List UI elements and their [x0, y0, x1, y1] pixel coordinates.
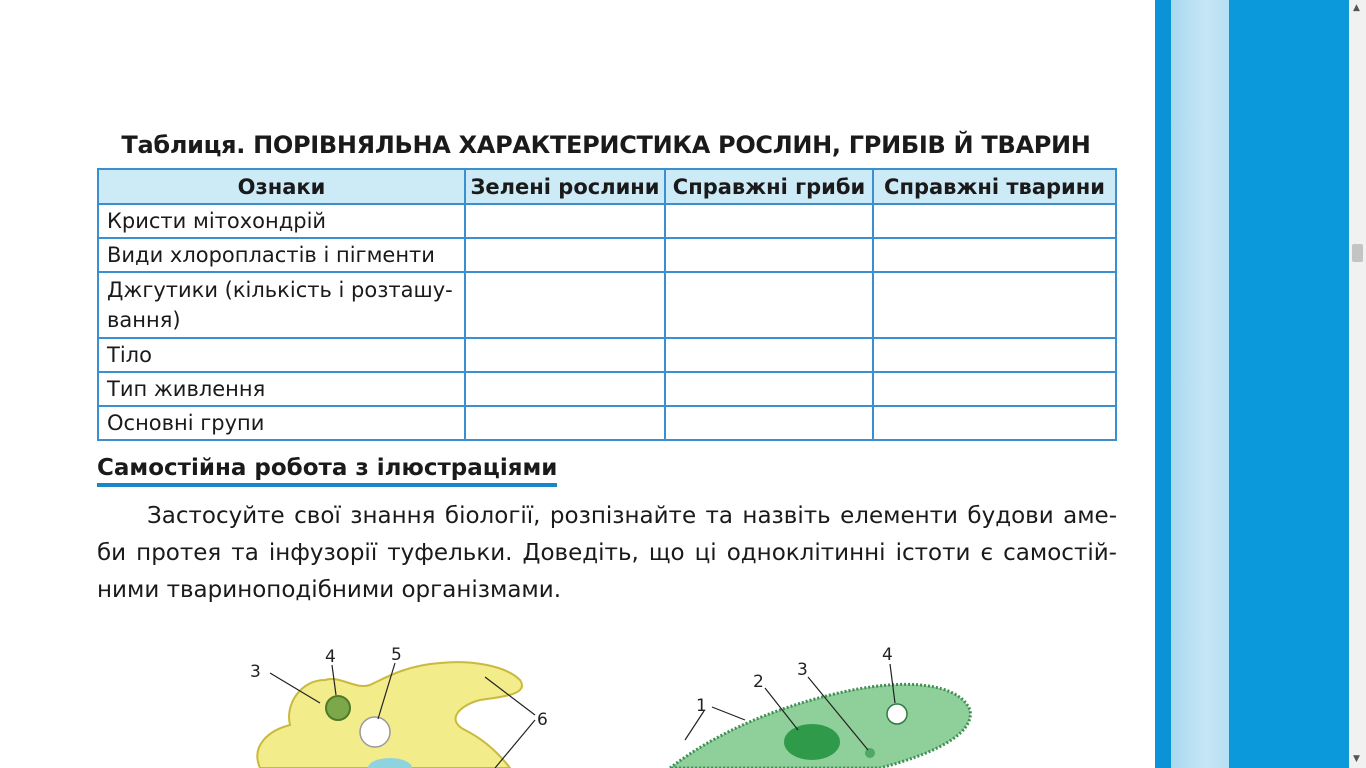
page-side-panel	[1229, 0, 1349, 768]
header-features: Ознаки	[98, 169, 465, 204]
amoeba-contractile-vacuole	[360, 717, 390, 747]
section-heading: Самостійна робота з ілюстраціями	[97, 455, 557, 487]
scrollbar-thumb[interactable]	[1352, 244, 1363, 262]
table-cell	[465, 372, 665, 406]
table-header-row	[98, 169, 1116, 204]
amoeba-label: 3	[250, 662, 261, 682]
amoeba-body	[257, 662, 522, 768]
page-edge-highlight	[1171, 0, 1229, 768]
row-label: Тип живлення	[98, 372, 465, 406]
row-label: Види хлоропластів і пігменти	[98, 238, 465, 272]
page-edge-band	[1155, 0, 1171, 768]
table-cell	[873, 406, 1116, 440]
table-cell	[665, 338, 873, 372]
scroll-up-icon[interactable]: ▲	[1353, 3, 1360, 13]
table-title: Таблиця. ПОРІВНЯЛЬНА ХАРАКТЕРИСТИКА РОСЛИН, ГРИБІВ Й ТВАРИН	[121, 131, 1091, 159]
table-cell	[465, 338, 665, 372]
table-cell	[873, 272, 1116, 338]
paramecium-food-vacuole	[865, 748, 875, 758]
table-cell	[873, 238, 1116, 272]
table-cell	[465, 204, 665, 238]
comparison-table	[97, 168, 1117, 441]
scroll-down-icon[interactable]: ▼	[1353, 754, 1360, 764]
table-cell	[873, 338, 1116, 372]
table-cell	[665, 204, 873, 238]
table-cell	[465, 238, 665, 272]
table-cell	[665, 272, 873, 338]
row-label: Основні групи	[98, 406, 465, 440]
table-cell	[873, 204, 1116, 238]
table-row	[98, 272, 1116, 338]
table-cell	[465, 272, 665, 338]
row-label: Тіло	[98, 338, 465, 372]
amoeba-food-vacuole	[326, 696, 350, 720]
table-row	[98, 238, 1116, 272]
paramecium-nucleus	[784, 724, 840, 760]
amoeba-label: 6	[537, 710, 548, 730]
table-row	[98, 406, 1116, 440]
paramecium-label: 3	[797, 660, 808, 680]
table-row	[98, 372, 1116, 406]
header-true-animals: Справжні тварини	[873, 169, 1116, 204]
paramecium-contractile-vacuole	[887, 704, 907, 724]
paramecium-label: 4	[882, 645, 893, 665]
paramecium-drawing	[670, 645, 970, 768]
table-row	[98, 338, 1116, 372]
paramecium-label: 2	[753, 672, 764, 692]
table-cell	[873, 372, 1116, 406]
table-cell	[665, 372, 873, 406]
table-cell	[465, 406, 665, 440]
table-cell	[665, 238, 873, 272]
row-label: Кристи мітохондрій	[98, 204, 465, 238]
amoeba-label: 4	[325, 647, 336, 667]
row-label: Джгутики (кількість і розташу-вання)	[98, 272, 465, 338]
amoeba-drawing	[250, 645, 548, 768]
header-green-plants: Зелені рослини	[465, 169, 665, 204]
amoeba-label: 5	[391, 645, 402, 665]
vertical-scrollbar[interactable]	[1349, 0, 1366, 768]
header-true-fungi: Справжні гриби	[665, 169, 873, 204]
paramecium-label: 1	[696, 696, 707, 716]
cell-illustration	[230, 635, 990, 768]
task-paragraph: Застосуйте свої знання біології, розпізнайте та назвіть елементи будови аме-би протея та інфузорії туфельки. Доведіть, що ці одноклітинні істоти є самостій-ними тваринoподібними організмами.	[97, 503, 1117, 603]
table-row	[98, 204, 1116, 238]
table-cell	[665, 406, 873, 440]
